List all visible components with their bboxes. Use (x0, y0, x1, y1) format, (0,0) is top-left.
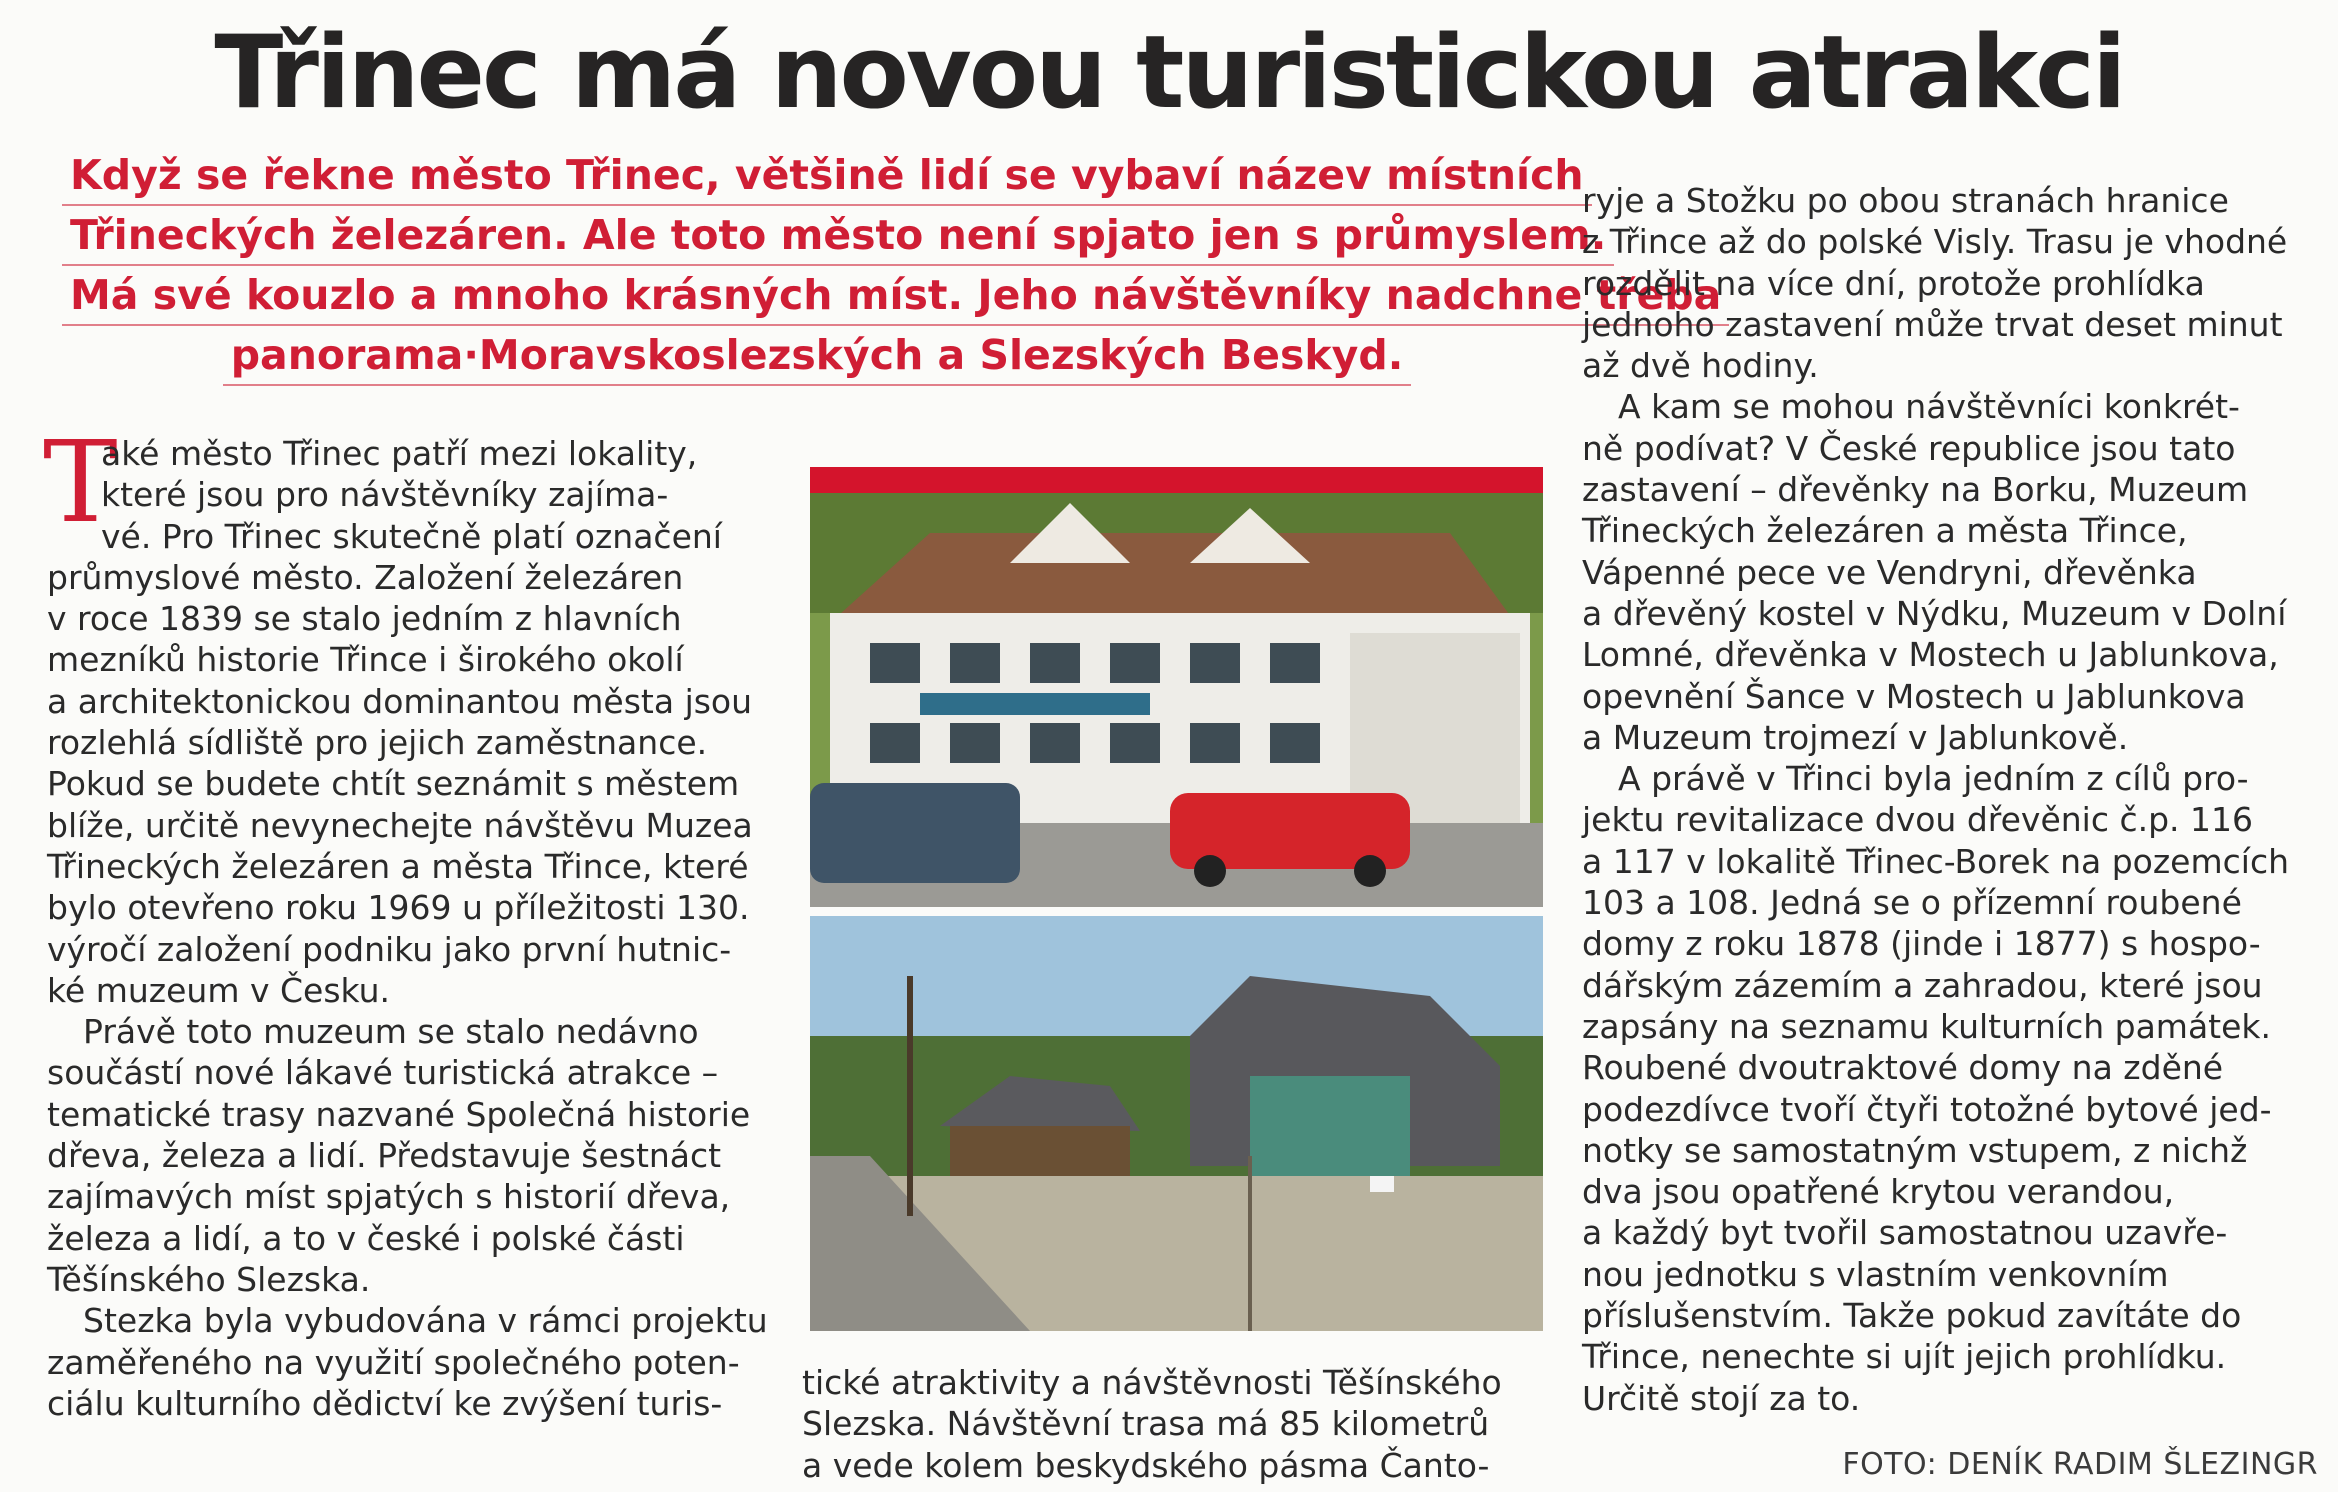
text-line: Lomné, dřevěnka v Mostech u Jablunkova, (1582, 635, 2279, 675)
photo-header-band (810, 467, 1543, 493)
text-line: dřeva, železa a lidí. Představuje šestnáct (47, 1136, 722, 1176)
text-line: a vede kolem beskydského pásma Čanto- (802, 1445, 1490, 1485)
text-line: zastavení – dřevěnky na Borku, Muzeum (1582, 470, 2249, 510)
text-line: bylo otevřeno roku 1969 u příležitosti 130. (47, 888, 750, 928)
text-line: součástí nové lákavé turistická atrakce – (47, 1053, 719, 1093)
text-line: nou jednotku s vlastním venkovním (1582, 1254, 2169, 1294)
article-column-left (43, 418, 787, 1424)
text-line: Těšínského Slezska. (47, 1259, 371, 1299)
text-line: 103 a 108. Jedná se o přízemní roubené (1582, 883, 2242, 923)
text-line: aké město Třinec patří mezi lokality, (101, 434, 698, 473)
text-line: až dvě hodiny. (1582, 346, 1819, 386)
text-line: zapsány na seznamu kulturních památek. (1582, 1006, 2272, 1046)
text-line: A právě v Třinci byla jedním z cílů pro- (1618, 759, 2249, 799)
article-column-middle (802, 1362, 1547, 1486)
lead-line: Třineckých železáren. Ale toto město není spjato jen s průmyslem. (62, 206, 1614, 266)
text-line: blíže, určitě nevynechejte návštěvu Muzea (47, 805, 753, 845)
text-line: jektu revitalizace dvou dřevěnic č.p. 116 (1582, 800, 2254, 840)
text-line: Právě toto muzeum se stalo nedávno (83, 1012, 699, 1052)
text-line: dva jsou opatřené krytou verandou, (1582, 1172, 2175, 1212)
text-line: a Muzeum trojmezí v Jablunkově. (1582, 717, 2129, 757)
lead-line: Má své kouzlo a mnoho krásných míst. Jeho návštěvníky nadchne třeba (62, 266, 1729, 326)
text-line: železa a lidí, a to v české i polské části (47, 1218, 685, 1258)
photo-credit: FOTO: DENÍK RADIM ŠLEZINGR (1842, 1447, 2318, 1482)
text-line: zajímavých míst spjatých s historií dřeva, (47, 1177, 731, 1217)
text-line: které jsou pro návštěvníky zajíma- (101, 475, 669, 515)
lead-line: panorama·Moravskoslezských a Slezských Beskyd. (223, 326, 1412, 386)
headline: Třinec má novou turistickou atrakci (214, 13, 2124, 131)
text-line: A kam se mohou návštěvníci konkrét- (1618, 387, 2240, 427)
text-line: ciálu kulturního dědictví ke zvýšení turis- (47, 1383, 723, 1423)
text-line: Slezska. Návštěvní trasa má 85 kilometrů (802, 1404, 1490, 1444)
text-line: Třineckých železáren a města Třince, (1582, 511, 2188, 551)
text-line: domy z roku 1878 (jinde i 1877) s hospo- (1582, 924, 2261, 964)
lead-line: Když se řekne město Třinec, většině lidí se vybaví název místních (62, 146, 1592, 206)
text-line: rozdělit na více dní, protože prohlídka (1582, 263, 2205, 303)
text-line: tematické trasy nazvané Společná historie (47, 1094, 751, 1134)
text-line: jednoho zastavení může trvat deset minut (1582, 304, 2283, 344)
text-line: Roubené dvoutraktové domy na zděné (1582, 1048, 2224, 1088)
text-line: ké muzeum v Česku. (47, 970, 391, 1010)
text-line: a 117 v lokalitě Třinec-Borek na pozemcích (1582, 841, 2290, 881)
text-line: Třince, nenechte si ujít jejich prohlídku. (1582, 1337, 2227, 1377)
text-line: a dřevěný kostel v Nýdku, Muzeum v Dolní (1582, 593, 2287, 633)
text-line: ryje a Stožku po obou stranách hranice (1582, 181, 2229, 220)
text-line: ně podívat? V České republice jsou tato (1582, 428, 2236, 468)
text-line: Stezka byla vybudována v rámci projektu (83, 1301, 768, 1341)
text-line: výročí založení podniku jako první hutnic- (47, 929, 732, 969)
text-line: notky se samostatným vstupem, z nichž (1582, 1130, 2248, 1170)
drop-cap: T (43, 418, 118, 548)
text-line: mezníků historie Třince i širokého okolí (47, 640, 684, 680)
text-line: v roce 1839 se stalo jedním z hlavních (47, 599, 682, 639)
text-line: vé. Pro Třinec skutečně platí označení (101, 516, 722, 556)
text-line: zaměřeného na využití společného poten- (47, 1342, 740, 1382)
text-line: a architektonickou dominantou města jsou (47, 681, 753, 721)
text-line: dářským zázemím a zahradou, které jsou (1582, 965, 2263, 1005)
text-line: Vápenné pece ve Vendryni, dřevěnka (1582, 552, 2197, 592)
museum-building-photo (810, 493, 1543, 907)
text-line: Třineckých železáren a města Třince, které (47, 846, 749, 886)
wooden-house-photo (810, 916, 1543, 1331)
text-line: rozlehlá sídliště pro jejich zaměstnance. (47, 723, 708, 763)
text-line: Určitě stojí za to. (1582, 1378, 1861, 1418)
text-line: příslušenstvím. Takže pokud zavítáte do (1582, 1296, 2242, 1336)
text-line: průmyslové město. Založení železáren (47, 557, 684, 597)
text-line: tické atraktivity a návštěvnosti Těšínského (802, 1363, 1502, 1402)
text-line: podezdívce tvoří čtyři totožné bytové jed- (1582, 1089, 2272, 1129)
text-line: a každý byt tvořil samostatnou uzavře- (1582, 1213, 2228, 1253)
text-line: Pokud se budete chtít seznámit s městem (47, 764, 740, 804)
text-line: z Třince až do polské Visly. Trasu je vhodné (1582, 222, 2288, 262)
text-line: opevnění Šance v Mostech u Jablunkova (1582, 676, 2246, 716)
article-column-right (1582, 180, 2322, 1419)
